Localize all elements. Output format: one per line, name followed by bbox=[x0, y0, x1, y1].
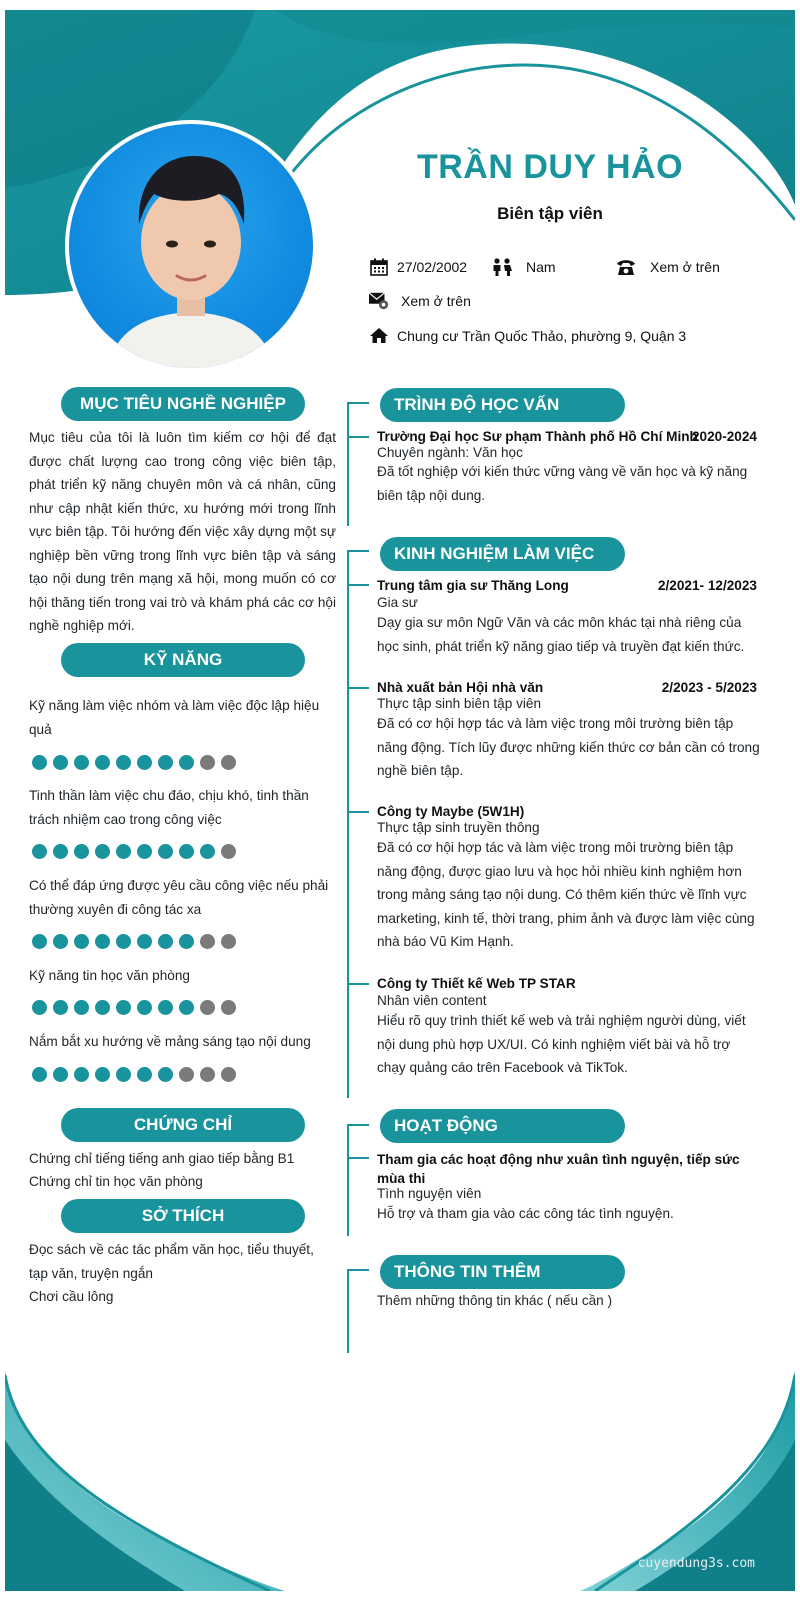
skill-label: Kỹ năng tin học văn phòng bbox=[29, 968, 190, 983]
rating-dot-empty bbox=[221, 934, 236, 949]
timeline-tick bbox=[347, 436, 369, 438]
rating-dot-empty bbox=[179, 1067, 194, 1082]
job-role: Thực tập sinh biên tập viên bbox=[377, 696, 542, 711]
rating-dot-filled bbox=[116, 1000, 131, 1015]
job-description: Dạy gia sư môn Ngữ Văn và các môn khác tại nhà riêng của học sinh, phát triển kỹ năng giao tiếp và truyền đạt kiến thức. bbox=[377, 615, 745, 654]
section-header-extra: THÔNG TIN THÊM bbox=[380, 1255, 625, 1289]
rating-dot-filled bbox=[137, 1067, 152, 1082]
timeline-tick bbox=[347, 402, 369, 404]
hobby-item: Chơi cầu lông bbox=[29, 1289, 114, 1304]
rating-dot-filled bbox=[53, 755, 68, 770]
section-header-skills: KỸ NĂNG bbox=[61, 643, 305, 677]
phone-text: Xem ở trên bbox=[650, 259, 720, 275]
activity-name: Tham gia các hoạt động như xuân tình nguyện, tiếp sức mùa thi bbox=[377, 1152, 740, 1186]
info-birthday bbox=[369, 257, 467, 277]
person-portrait bbox=[69, 124, 313, 368]
rating-dot-filled bbox=[95, 934, 110, 949]
job-role: Thực tập sinh truyền thông bbox=[377, 820, 540, 835]
rating-dot-filled bbox=[74, 1000, 89, 1015]
candidate-name: TRẦN DUY HẢO bbox=[416, 148, 684, 186]
skill-rating bbox=[32, 844, 236, 859]
rating-dot-filled bbox=[32, 1067, 47, 1082]
rating-dot-filled bbox=[137, 755, 152, 770]
rating-dot-empty bbox=[200, 755, 215, 770]
rating-dot-filled bbox=[179, 1000, 194, 1015]
info-gender bbox=[492, 257, 556, 277]
job-title: Biên tập viên bbox=[497, 204, 603, 223]
education-major: Chuyên ngành: Văn học bbox=[377, 445, 523, 460]
timeline-tick bbox=[347, 811, 369, 813]
timeline-tick bbox=[347, 550, 369, 552]
skill-rating bbox=[32, 755, 236, 770]
rating-dot-filled bbox=[32, 755, 47, 770]
gender-icon bbox=[492, 257, 512, 277]
timeline-tick bbox=[347, 1269, 369, 1271]
rating-dot-filled bbox=[158, 1067, 173, 1082]
company-name: Nhà xuất bản Hội nhà văn bbox=[377, 680, 544, 695]
skill-label: Tinh thần làm việc chu đáo, chịu khó, tinh thần trách nhiệm cao trong công việc bbox=[29, 788, 309, 827]
rating-dot-empty bbox=[221, 1067, 236, 1082]
info-address bbox=[369, 326, 686, 346]
company-name: Công ty Maybe (5W1H) bbox=[377, 804, 525, 819]
rating-dot-empty bbox=[200, 934, 215, 949]
timeline-tick bbox=[347, 1157, 369, 1159]
rating-dot-filled bbox=[74, 755, 89, 770]
job-description: Đã có cơ hội hợp tác và làm việc trong môi trường biên tập năng động. Tích lũy được những kiến thức cơ bản cần có trong nghề biên tập. bbox=[377, 716, 760, 778]
rating-dot-filled bbox=[95, 844, 110, 859]
section-header-certificates: CHỨNG CHỈ bbox=[61, 1108, 305, 1142]
rating-dot-filled bbox=[53, 1067, 68, 1082]
rating-dot-filled bbox=[53, 934, 68, 949]
calendar-icon bbox=[369, 257, 389, 277]
rating-dot-filled bbox=[179, 844, 194, 859]
cv-page bbox=[5, 10, 795, 1591]
company-name: Công ty Thiết kế Web TP STAR bbox=[377, 976, 576, 991]
timeline-line bbox=[347, 1124, 349, 1236]
rating-dot-empty bbox=[221, 755, 236, 770]
section-header-hobbies: SỞ THÍCH bbox=[61, 1199, 305, 1233]
info-email bbox=[369, 291, 471, 311]
rating-dot-filled bbox=[158, 1000, 173, 1015]
job-description: Hiểu rõ quy trình thiết kế web và trải nghiệm người dùng, viết nội dung phù hợp UX/UI. Có kinh nghiệm viết bài và hỗ trợ chạy quảng cáo trên Facebook và TikTok. bbox=[377, 1013, 746, 1075]
timeline-line bbox=[347, 550, 349, 1098]
rating-dot-empty bbox=[200, 1067, 215, 1082]
rating-dot-filled bbox=[179, 755, 194, 770]
rating-dot-filled bbox=[74, 934, 89, 949]
company-name: Trung tâm gia sư Thăng Long bbox=[377, 578, 569, 593]
education-description: Đã tốt nghiệp với kiến thức vững vàng về văn học và kỹ năng biên tập nội dung. bbox=[377, 464, 748, 503]
rating-dot-filled bbox=[137, 934, 152, 949]
job-role: Gia sư bbox=[377, 595, 418, 610]
rating-dot-filled bbox=[74, 1067, 89, 1082]
school-name: Trường Đại học Sư phạm Thành phố Hồ Chí Minh bbox=[377, 429, 698, 444]
timeline-tick bbox=[347, 1124, 369, 1126]
timeline-tick bbox=[347, 584, 369, 586]
home-icon bbox=[369, 326, 389, 346]
phone-icon bbox=[616, 257, 636, 277]
job-period: 2/2021- 12/2023 bbox=[657, 578, 757, 593]
rating-dot-filled bbox=[74, 844, 89, 859]
skill-rating bbox=[32, 1000, 236, 1015]
rating-dot-filled bbox=[158, 844, 173, 859]
activity-role: Tình nguyện viên bbox=[377, 1186, 482, 1201]
rating-dot-filled bbox=[95, 1000, 110, 1015]
education-period: 2020-2024 bbox=[691, 429, 757, 444]
rating-dot-filled bbox=[116, 934, 131, 949]
rating-dot-filled bbox=[53, 1000, 68, 1015]
gender-text: Nam bbox=[526, 259, 556, 275]
timeline-line bbox=[347, 1269, 349, 1353]
rating-dot-filled bbox=[95, 755, 110, 770]
rating-dot-filled bbox=[200, 844, 215, 859]
timeline-tick bbox=[347, 983, 369, 985]
rating-dot-filled bbox=[116, 1067, 131, 1082]
job-period: 2/2023 - 5/2023 bbox=[661, 680, 757, 695]
birthday-text: 27/02/2002 bbox=[397, 259, 468, 275]
section-header-activities: HOẠT ĐỘNG bbox=[380, 1109, 625, 1143]
certificate-item: Chứng chỉ tiếng tiếng anh giao tiếp bằng B1 bbox=[29, 1151, 295, 1166]
skill-label: Nắm bắt xu hướng về mảng sáng tạo nội dung bbox=[29, 1034, 311, 1049]
section-header-education: TRÌNH ĐỘ HỌC VẤN bbox=[380, 388, 625, 422]
skill-label: Có thể đáp ứng được yêu cầu công việc nếu phải thường xuyên đi công tác xa bbox=[29, 878, 329, 917]
section-header-experience: KINH NGHIỆM LÀM VIỆC bbox=[380, 537, 625, 571]
extra-text: Thêm những thông tin khác ( nếu cần ) bbox=[377, 1293, 613, 1308]
rating-dot-filled bbox=[32, 1000, 47, 1015]
job-role: Nhân viên content bbox=[377, 993, 487, 1008]
skill-rating bbox=[32, 1067, 236, 1082]
rating-dot-filled bbox=[137, 844, 152, 859]
email-icon bbox=[369, 291, 389, 311]
activity-description: Hỗ trợ và tham gia vào các công tác tình nguyện. bbox=[377, 1206, 674, 1221]
skill-label: Kỹ năng làm việc nhóm và làm việc độc lập hiệu quả bbox=[29, 698, 320, 737]
timeline-line bbox=[347, 402, 349, 526]
rating-dot-empty bbox=[221, 1000, 236, 1015]
address-text: Chung cư Trần Quốc Thảo, phường 9, Quận 3 bbox=[397, 328, 687, 344]
rating-dot-empty bbox=[200, 1000, 215, 1015]
rating-dot-filled bbox=[179, 934, 194, 949]
certificate-item: Chứng chỉ tin học văn phòng bbox=[29, 1174, 203, 1189]
rating-dot-filled bbox=[32, 934, 47, 949]
rating-dot-filled bbox=[32, 844, 47, 859]
skill-rating bbox=[32, 934, 236, 949]
rating-dot-filled bbox=[95, 1067, 110, 1082]
section-header-objective: MỤC TIÊU NGHỀ NGHIỆP bbox=[61, 387, 305, 421]
watermark: cuyendung3s.com bbox=[637, 1556, 755, 1571]
job-description: Đã có cơ hội hợp tác và làm việc trong môi trường biên tập năng động, được giao lưu và học hỏi nhiều kinh nghiệm hơn trong mảng sáng tạo nội dung. Có thêm kiến thức về lĩnh vực marketing, kinh tế, thời trang, phim ảnh và được làm việc cùng nhà báo Vũ Kim Hạnh. bbox=[377, 840, 755, 949]
rating-dot-empty bbox=[221, 844, 236, 859]
info-phone bbox=[616, 257, 720, 277]
rating-dot-filled bbox=[137, 1000, 152, 1015]
rating-dot-filled bbox=[158, 755, 173, 770]
timeline-tick bbox=[347, 687, 369, 689]
email-text: Xem ở trên bbox=[401, 293, 471, 309]
rating-dot-filled bbox=[116, 755, 131, 770]
objective-text: Mục tiêu của tôi là luôn tìm kiếm cơ hội để đạt được chất lượng cao trong công việc biên tập, phát triển kỹ năng chuyên môn và cá nhân, cũng như cập nhật kiến thức, xu hướng mới trong lĩnh vực biên tập. Tôi hướng đến việc xây dựng một sự nghiệp bền vững trong lĩnh vực biên tập và sáng tạo nội dung trên mạng xã hội, mong muốn có cơ hội thăng tiến trong vai trò và khám phá các cơ hội nghề nghiệp mới. bbox=[29, 430, 336, 633]
hobby-item: Đọc sách về các tác phẩm văn học, tiểu thuyết, tạp văn, truyện ngắn bbox=[29, 1242, 314, 1281]
profile-photo bbox=[65, 120, 317, 372]
rating-dot-filled bbox=[116, 844, 131, 859]
rating-dot-filled bbox=[158, 934, 173, 949]
rating-dot-filled bbox=[53, 844, 68, 859]
